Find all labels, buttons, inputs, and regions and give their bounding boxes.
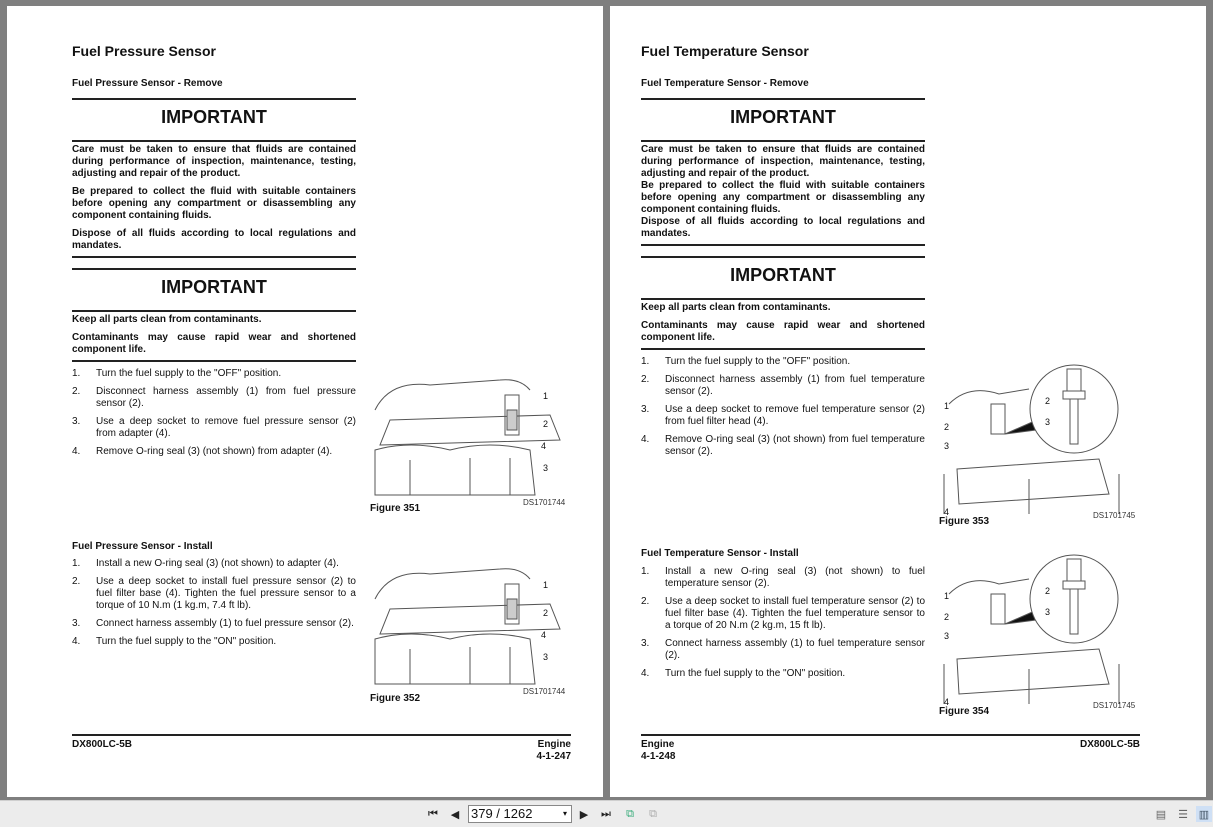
text: DS1701745: [1093, 511, 1136, 520]
text: 3: [543, 463, 549, 473]
text: Disconnect harness assembly (1) from fuel temperature sensor (2).: [665, 374, 925, 397]
divider: [641, 298, 925, 300]
text: 2: [944, 612, 950, 622]
text: 1: [543, 391, 549, 401]
important-notice: [72, 314, 356, 356]
text: 4.: [641, 668, 650, 679]
divider: [72, 256, 356, 258]
list-item: [641, 596, 925, 632]
page-dropdown-icon[interactable]: ▾: [562, 809, 567, 818]
text: 3.: [72, 416, 81, 427]
divider: [641, 256, 925, 258]
text: Turn the fuel supply to the "OFF" position.: [96, 368, 282, 379]
important-notice: [72, 144, 356, 252]
list-item: [72, 416, 356, 440]
divider: [72, 310, 356, 312]
single-page-view-icon[interactable]: ▤: [1155, 808, 1167, 821]
text: 1.: [641, 566, 650, 577]
divider: [641, 244, 925, 246]
next-page-icon[interactable]: ▶: [579, 808, 589, 821]
notice-text: Care must be taken to ensure that fluids are contained during performance of inspection, maintenance, testing, adjusting and repair of the product.: [72, 144, 356, 179]
list-item: [641, 638, 925, 662]
prev-page-icon[interactable]: ◀: [450, 808, 460, 821]
fit-width-icon[interactable]: ⧉: [649, 807, 657, 820]
text: 1.: [72, 368, 81, 379]
text: 1.: [641, 356, 650, 367]
text: Turn the fuel supply to the "ON" position.: [96, 636, 277, 647]
text: 3.: [72, 618, 81, 629]
text: Connect harness assembly (1) to fuel pressure sensor (2).: [96, 618, 354, 629]
notice-text: Care must be taken to ensure that fluids are contained during performance of inspection, maintenance, testing, adjusting and repair of the product.: [641, 144, 925, 179]
two-page-view-icon[interactable]: ▥: [1196, 806, 1212, 822]
divider: [641, 98, 925, 100]
important-heading: IMPORTANT: [161, 277, 267, 297]
list-item: [72, 636, 356, 648]
important-heading: IMPORTANT: [730, 107, 836, 127]
text: 4.: [72, 636, 81, 647]
text: 2: [543, 608, 549, 618]
text: 4: [541, 630, 547, 640]
text: Remove O-ring seal (3) (not shown) from adapter (4).: [96, 446, 333, 457]
continuous-view-icon[interactable]: ☰: [1178, 808, 1188, 821]
section-heading: Fuel Temperature Sensor - Remove: [641, 78, 809, 89]
text: 2.: [72, 386, 81, 397]
install-steps-list: [72, 558, 356, 654]
install-steps-list: [641, 566, 925, 686]
footer-model: DX800LC-5B: [1079, 739, 1140, 750]
notice-text: Be prepared to collect the fluid with suitable containers before opening any compartment or disassembling any component containing fluids.: [72, 186, 356, 221]
text: Use a deep socket to remove fuel pressure sensor (2) from adapter (4).: [96, 416, 356, 439]
text: 2: [944, 422, 950, 432]
right-page: [610, 6, 1206, 797]
text: 3: [944, 441, 950, 451]
text: 4: [944, 697, 950, 707]
list-item: [72, 386, 356, 410]
text: 3: [1045, 417, 1051, 427]
list-item: [72, 446, 356, 458]
divider: [72, 268, 356, 270]
figure-354-illustration: [939, 554, 1139, 710]
figure-352-illustration: [370, 559, 570, 696]
footer-section: [537, 739, 571, 763]
text: Disconnect harness assembly (1) from fuel pressure sensor (2).: [96, 386, 356, 409]
page-number: 4-1-248: [641, 751, 676, 762]
text: 2: [1045, 586, 1051, 596]
important-notice: [641, 144, 925, 240]
last-page-icon[interactable]: ⏭: [601, 807, 611, 820]
text: 4.: [72, 446, 81, 457]
figure-caption: Figure 354: [939, 706, 990, 717]
text: 1: [543, 580, 549, 590]
divider: [72, 140, 356, 142]
text: Use a deep socket to install fuel pressure sensor (2) to fuel filter base (4). Tighten the fuel pressure sensor to a torque of 10 N.m (1 kg.m, 7.4 ft lb).: [96, 576, 356, 611]
footer-section: [641, 739, 675, 763]
list-item: [72, 368, 356, 380]
figure-caption: Figure 352: [370, 693, 421, 704]
figure-351-illustration: [370, 370, 570, 507]
footer-model: DX800LC-5B: [72, 739, 133, 750]
list-item: [72, 618, 356, 630]
text: Use a deep socket to remove fuel temperature sensor (2) from fuel filter head (4).: [665, 404, 925, 427]
text: 2: [1045, 396, 1051, 406]
text: Install a new O-ring seal (3) (not shown) to fuel temperature sensor (2).: [665, 566, 925, 589]
text: Install a new O-ring seal (3) (not shown) to adapter (4).: [96, 558, 339, 569]
text: 379 / 1262: [471, 806, 533, 821]
fit-page-icon[interactable]: ⧉: [626, 807, 634, 820]
text: 1.: [72, 558, 81, 569]
viewer-toolbar: [0, 800, 1213, 827]
first-page-icon[interactable]: ⏮: [428, 807, 438, 820]
text: Use a deep socket to install fuel temperature sensor (2) to fuel filter base (4). Tighten the fuel temperature sensor to a torque of 20 N.m (2 kg.m, 15 ft lb).: [665, 596, 925, 631]
section-heading: Fuel Pressure Sensor - Install: [72, 541, 213, 552]
text: 3: [944, 631, 950, 641]
important-heading: IMPORTANT: [730, 265, 836, 285]
list-item: [641, 566, 925, 590]
list-item: [641, 668, 925, 680]
text: 2: [543, 419, 549, 429]
text: 2.: [641, 374, 650, 385]
text: 3.: [641, 638, 650, 649]
section-heading: Fuel Temperature Sensor - Install: [641, 548, 799, 559]
remove-steps-list: [72, 368, 356, 464]
text: 3: [1045, 607, 1051, 617]
text: Engine: [537, 739, 571, 750]
text: Remove O-ring seal (3) (not shown) from fuel temperature sensor (2).: [665, 434, 925, 457]
page-title: Fuel Temperature Sensor: [641, 43, 809, 59]
footer-divider: [641, 734, 1140, 736]
important-notice: [641, 302, 925, 344]
text: DS1701744: [523, 498, 566, 507]
text: 3.: [641, 404, 650, 415]
notice-text: Dispose of all fluids according to local regulations and mandates.: [72, 228, 356, 251]
important-heading: IMPORTANT: [161, 107, 267, 127]
list-item: [72, 558, 356, 570]
text: 4: [541, 441, 547, 451]
left-page: [7, 6, 603, 797]
figure-caption: Figure 353: [939, 516, 990, 527]
text: 1: [944, 591, 950, 601]
text: Connect harness assembly (1) to fuel temperature sensor (2).: [665, 638, 925, 661]
notice-text: Dispose of all fluids according to local regulations and mandates.: [641, 216, 925, 239]
text: 2.: [641, 596, 650, 607]
text: 4.: [641, 434, 650, 445]
footer-divider: [72, 734, 571, 736]
list-item: [641, 374, 925, 398]
text: 3: [543, 652, 549, 662]
figure-caption: Figure 351: [370, 503, 421, 514]
notice-text: Keep all parts clean from contaminants.: [641, 302, 831, 313]
notice-text: Contaminants may cause rapid wear and shortened component life.: [72, 332, 356, 355]
divider: [72, 98, 356, 100]
notice-text: Contaminants may cause rapid wear and shortened component life.: [641, 320, 925, 343]
page-number: 4-1-247: [536, 751, 571, 762]
text: Turn the fuel supply to the "OFF" position.: [665, 356, 851, 367]
page-title: Fuel Pressure Sensor: [72, 43, 216, 59]
divider: [641, 348, 925, 350]
text: DS1701744: [523, 687, 566, 696]
divider: [72, 360, 356, 362]
text: Engine: [641, 739, 675, 750]
notice-text: Be prepared to collect the fluid with suitable containers before opening any compartment or disassembling any component containing fluids.: [641, 180, 925, 215]
figure-353-illustration: [939, 364, 1139, 520]
notice-text: Keep all parts clean from contaminants.: [72, 314, 262, 325]
text: Turn the fuel supply to the "ON" position.: [665, 668, 846, 679]
divider: [641, 140, 925, 142]
text: 1: [944, 401, 950, 411]
section-heading: Fuel Pressure Sensor - Remove: [72, 78, 223, 89]
text: 4: [944, 507, 950, 517]
list-item: [641, 434, 925, 458]
page-number-input[interactable]: [468, 805, 572, 823]
list-item: [641, 404, 925, 428]
text: 2.: [72, 576, 81, 587]
text: DS1701745: [1093, 701, 1136, 710]
list-item: [72, 576, 356, 612]
remove-steps-list: [641, 356, 925, 464]
list-item: [641, 356, 925, 368]
